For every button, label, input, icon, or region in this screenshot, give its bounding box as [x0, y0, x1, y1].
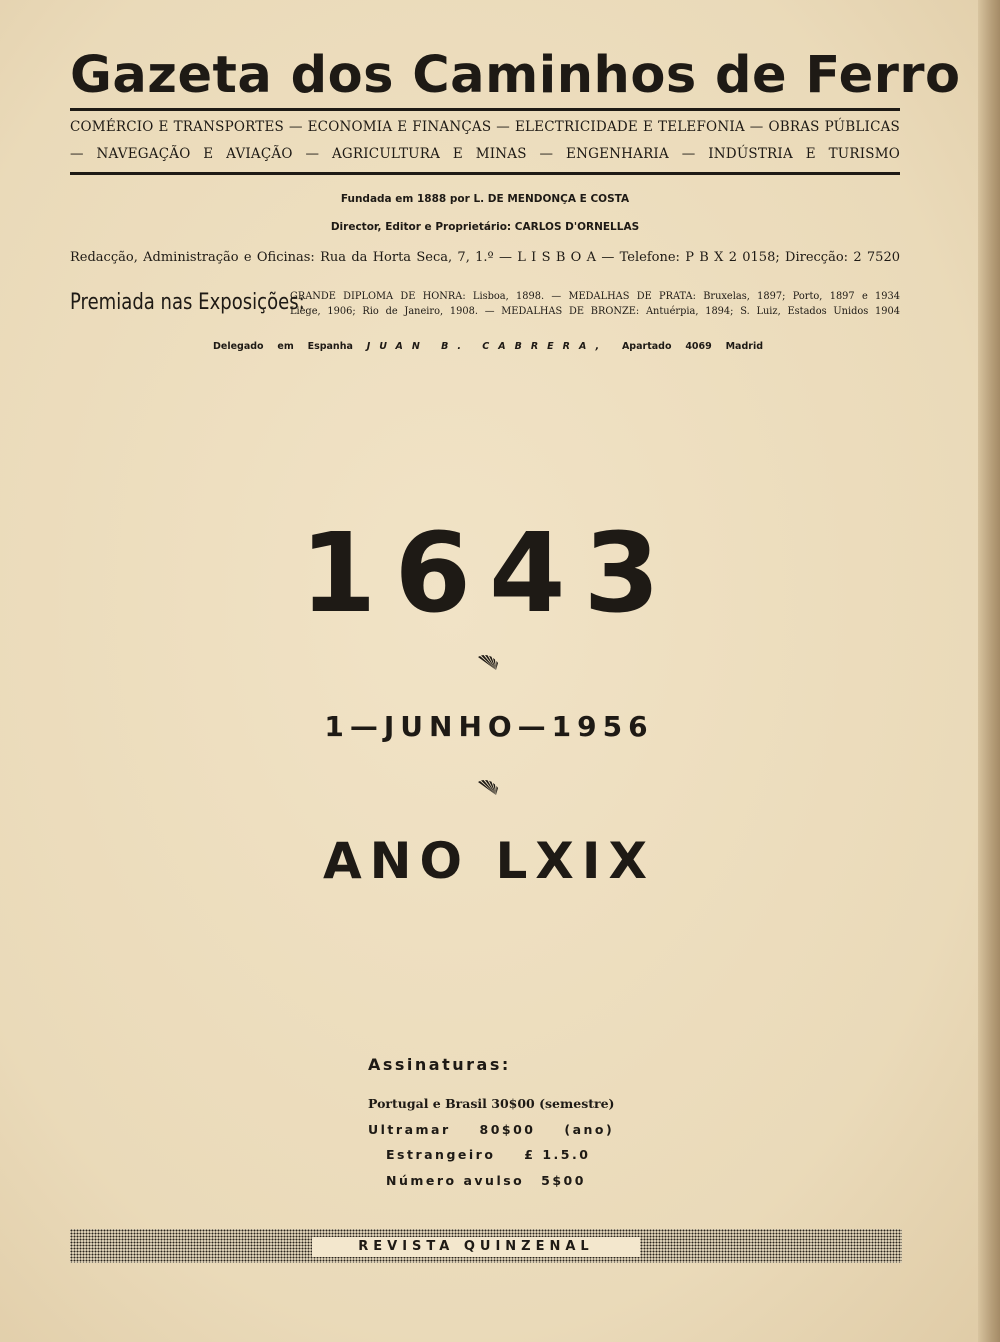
topics-line-1: COMÉRCIO E TRANSPORTES — ECONOMIA E FINANÇAS — ELECTRICIDADE E TELEFONIA — OBRAS PÚBLICAS: [70, 119, 900, 135]
delegate-country: Espanha: [307, 341, 353, 352]
fan-ornament-icon: [476, 655, 500, 671]
subscription-row: [368, 1122, 614, 1137]
delegate-line: [213, 341, 763, 352]
masthead-rule-top: [70, 108, 900, 111]
delegate-city: Madrid: [725, 341, 763, 352]
subscription-price: £ 1.5.0: [524, 1147, 591, 1162]
masthead-title: Gazeta dos Caminhos de Ferro: [70, 46, 961, 105]
topics-line-2: — NAVEGAÇÃO E AVIAÇÃO — AGRICULTURA E MINAS — ENGENHARIA — INDÚSTRIA E TURISMO: [70, 146, 900, 162]
delegate-po-box: Apartado: [621, 341, 672, 352]
issue-date: 1—JUNHO—1956: [324, 710, 654, 743]
subscription-row: [386, 1173, 586, 1188]
subscription-price: 80$00: [479, 1122, 536, 1137]
delegate-po-number: 4069: [685, 341, 712, 352]
issue-number: 1643: [299, 509, 679, 637]
subscriptions-title: Assinaturas:: [368, 1055, 511, 1074]
subscription-label: Número avulso: [386, 1173, 525, 1188]
subscription-period: (semestre): [539, 1096, 615, 1111]
subscription-label: Ultramar: [368, 1122, 451, 1137]
founded-line: Fundada em 1888 por L. DE MENDONÇA E COSTA: [340, 193, 630, 205]
fan-ornament-icon: [476, 780, 500, 796]
subscription-price: 30$00: [491, 1096, 535, 1111]
subscription-row: [386, 1147, 590, 1162]
footer-label: REVISTA QUINZENAL: [312, 1237, 640, 1257]
subscription-period: (ano): [564, 1122, 615, 1137]
awards-line-2: Liège, 1906; Rio de Janeiro, 1908. — MEDALHAS DE BRONZE: Antuérpia, 1894; S. Luiz, Estados Unidos 1904: [290, 306, 900, 317]
subscription-label: Estrangeiro: [386, 1147, 496, 1162]
director-line: Director, Editor e Proprietário: CARLOS D'ORNELLAS: [330, 221, 640, 233]
address-line: Redacção, Administração e Oficinas: Rua da Horta Seca, 7, 1.º — L I S B O A — Telefone: P B X 2 0158; Direcção: 2 7520: [70, 250, 900, 265]
delegate-name: JUAN B. CABRERA,: [366, 341, 609, 352]
awards-line-1: GRANDE DIPLOMA DE HONRA: Lisboa, 1898. — MEDALHAS DE PRATA: Bruxelas, 1897; Porto, 1897 e 1934: [290, 291, 900, 302]
subscription-price: 5$00: [541, 1173, 586, 1188]
delegate-preposition: em: [277, 341, 294, 352]
subscription-row: [368, 1096, 614, 1111]
issue-year: ANO LXIX: [322, 832, 656, 890]
awards-label: Premiada nas Exposições:: [70, 290, 305, 315]
subscription-label: Portugal e Brasil: [368, 1096, 487, 1111]
delegate-label: Delegado: [213, 341, 264, 352]
page-binding-edge: [978, 0, 1000, 1342]
masthead-rule-bottom: [70, 172, 900, 175]
